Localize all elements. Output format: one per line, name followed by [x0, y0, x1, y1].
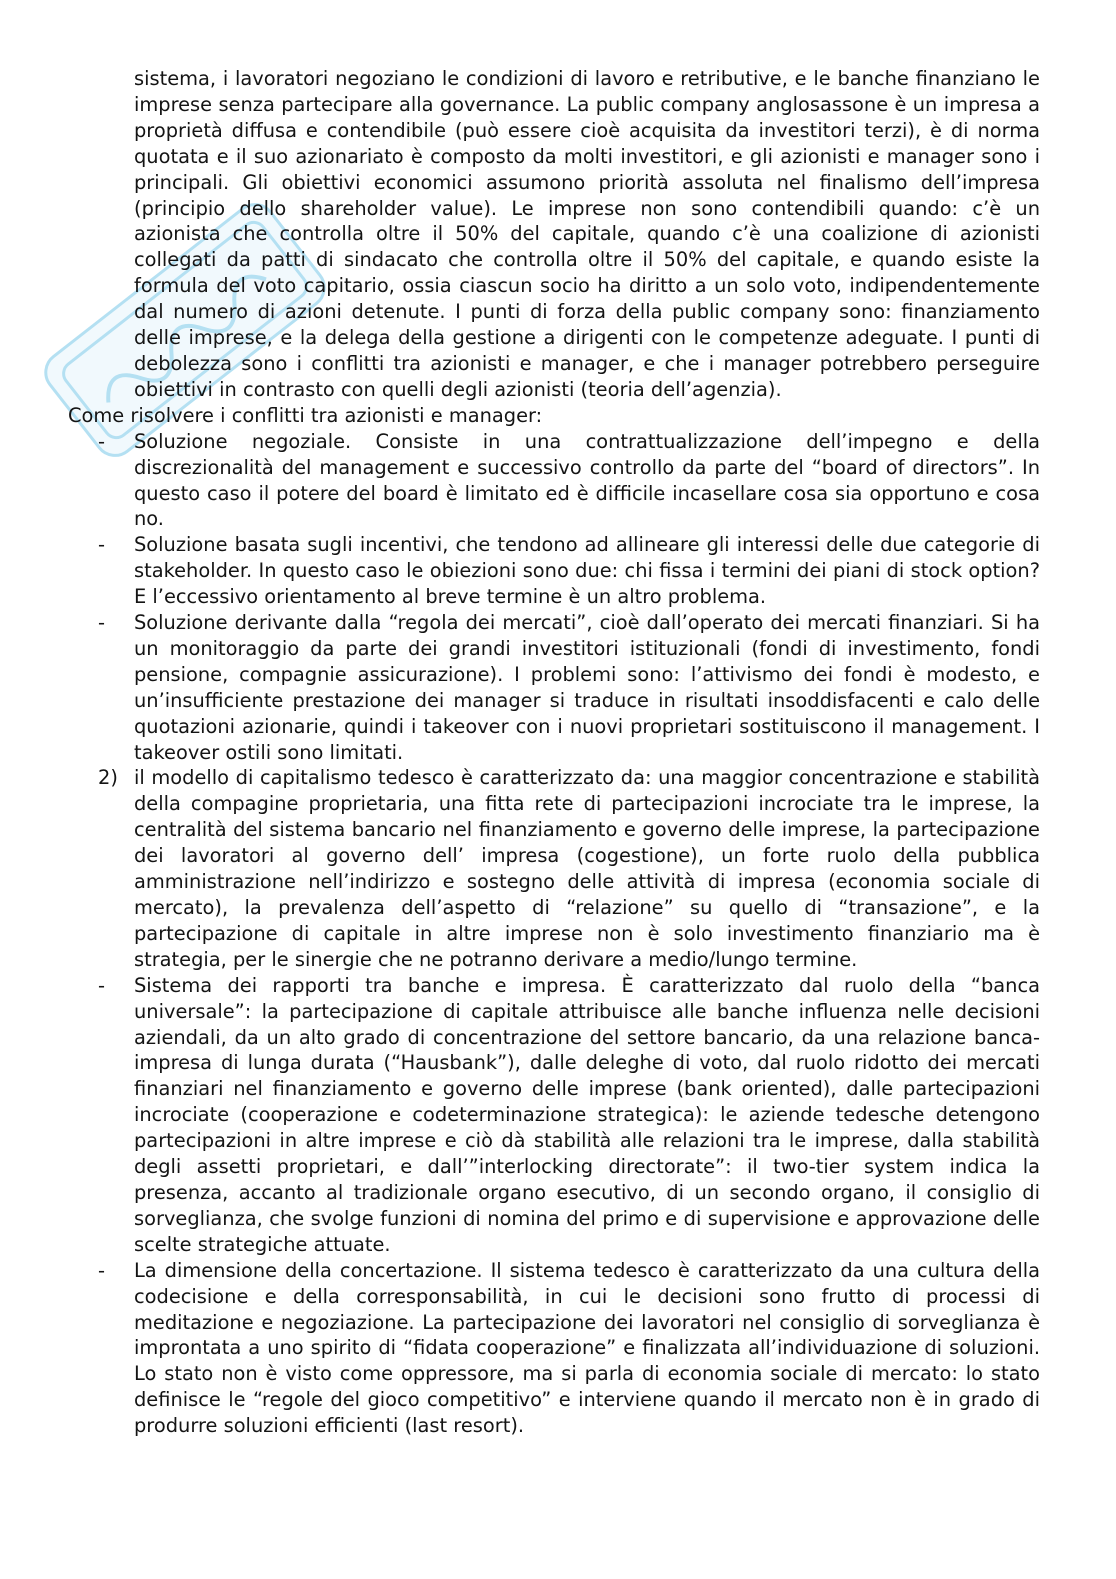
list-item [68, 532, 1040, 610]
bullet-marker: - [98, 611, 105, 635]
numbered-item-german-model [68, 765, 1040, 972]
bullet-marker: - [98, 973, 105, 997]
list-item-text: il modello di capitalismo tedesco è caratterizzato da: una maggior concentrazione e stabilità della compagine proprietaria, una fitta rete di partecipazioni incrociate tra le imprese, la centralità del sistema bancario nel finanziamento e governo delle imprese, la partecipazione dei lavoratori al governo dell’ impresa (cogestione), un forte ruolo della pubblica amministrazione nell’indirizzo e sostegno delle attività di impresa (economia sociale di mercato), la prevalenza dell’aspetto di “relazione” su quello di “transazione”, e la partecipazione di capitale in altre imprese non è solo investimento finanziario ma è strategia, per le sinergie che ne potranno derivare a medio/lungo termine. [134, 766, 1040, 971]
list-item-text: Soluzione derivante dalla “regola dei mercati”, cioè dall’operato dei mercati finanziari. Si ha un monitoraggio da parte dei grandi investitori istituzionali (fondi di investimento, fondi pensione, compagnie assicurazione). I problemi sono: l’attivismo dei fondi è modesto, e un’insufficiente prestazione dei manager si traduce in risultati insoddisfacenti e calo delle quotazioni azionarie, quindi i takeover con i nuovi proprietari sostituiscono il management. I takeover ostili sono limitati. [134, 611, 1040, 764]
list-item-text: Soluzione basata sugli incentivi, che tendono ad allineare gli interessi delle due categorie di stakeholder. In questo caso le obiezioni sono due: chi fissa i termini dei piani di stock option? E l’eccessivo orientamento al breve termine è un altro problema. [134, 533, 1040, 609]
list-item-text: La dimensione della concertazione. Il sistema tedesco è caratterizzato da una cultura della codecisione e della corresponsabilità, in cui le decisioni sono frutto di processi di meditazione e negoziazione. La partecipazione dei lavoratori nel consiglio di sorveglianza è improntata a uno spirito di “fidata cooperazione” e finalizzata all’individuazione di soluzioni. Lo stato non è visto come oppressore, ma si parla di economia sociale di mercato: lo stato definisce le “regole del gioco competitivo” e interviene quando il mercato non è in grado di produrre soluzioni efficienti (last resort). [134, 1258, 1040, 1438]
bullet-marker: - [98, 429, 105, 453]
bullet-marker: - [98, 533, 105, 557]
list-item [68, 1258, 1040, 1439]
number-marker: 2) [98, 766, 118, 790]
list-item-text: Sistema dei rapporti tra banche e impresa. È caratterizzato dal ruolo della “banca universale”: la partecipazione di capitale attribuisce alle banche influenza nelle decisioni aziendali, da un alto grado di concentrazione del settore bancario, da una relazione banca-impresa di lunga durata (“Hausbank”), dalle deleghe di voto, dal ruolo ridotto dei mercati finanziari nel finanziamento e governo delle imprese (bank oriented), dalle partecipazioni incrociate (cooperazione e codeterminazione strategica): le aziende tedesche detengono partecipazioni in altre imprese e ciò dà stabilità alle relazioni tra le imprese, dalla stabilità degli assetti proprietari, e dall’”interlocking directorate”: il two-tier system indica la presenza, accanto al tradizionale organo esecutivo, di un secondo organo, il consiglio di sorveglianza, che svolge funzioni di nomina del primo e di supervisione e approvazione delle scelte strategiche attuate. [134, 973, 1040, 1256]
list-item-text: Soluzione negoziale. Consiste in una contrattualizzazione dell’impegno e della discrezionalità del management e successivo controllo da parte del “board of directors”. In questo caso il potere del board è limitato ed è difficile incasellare cosa sia opportuno e cosa no. [134, 429, 1040, 531]
document-body [68, 66, 1040, 1439]
intro-paragraph: sistema, i lavoratori negoziano le condizioni di lavoro e retributive, e le banche finanziano le imprese senza partecipare alla governance. La public company anglosassone è un impresa a proprietà diffusa e contendibile (può essere cioè acquisita da investitori terzi), è di norma quotata e il suo azionariato è composto da molti investitori, e gli azionisti e manager sono i principali. Gli obiettivi economici assumono priorità assoluta nel finalismo dell’impresa (principio dello shareholder value). Le imprese non sono contendibili quando: c’è un azionista che controlla oltre il 50% del capitale, quando c’è una coalizione di azionisti collegati da patti di sindacato che controlla oltre il 50% del capitale, e quando esiste la formula del voto capitario, ossia ciascun socio ha diritto a un solo voto, indipendentemente dal numero di azioni detenute. I punti di forza della public company sono: finanziamento delle imprese, e la delega della gestione a dirigenti con le competenze adeguate. I punti di debolezza sono i conflitti tra azionisti e manager, e che i manager potrebbero perseguire obiettivi in contrasto con quelli degli azionisti (teoria dell’agenzia). [134, 67, 1040, 401]
bullet-marker: - [98, 1258, 105, 1282]
list-item [68, 973, 1040, 1258]
conflicts-heading: Come risolvere i conflitti tra azionisti e manager: [68, 403, 543, 427]
list-item [68, 429, 1040, 533]
list-item [68, 610, 1040, 765]
